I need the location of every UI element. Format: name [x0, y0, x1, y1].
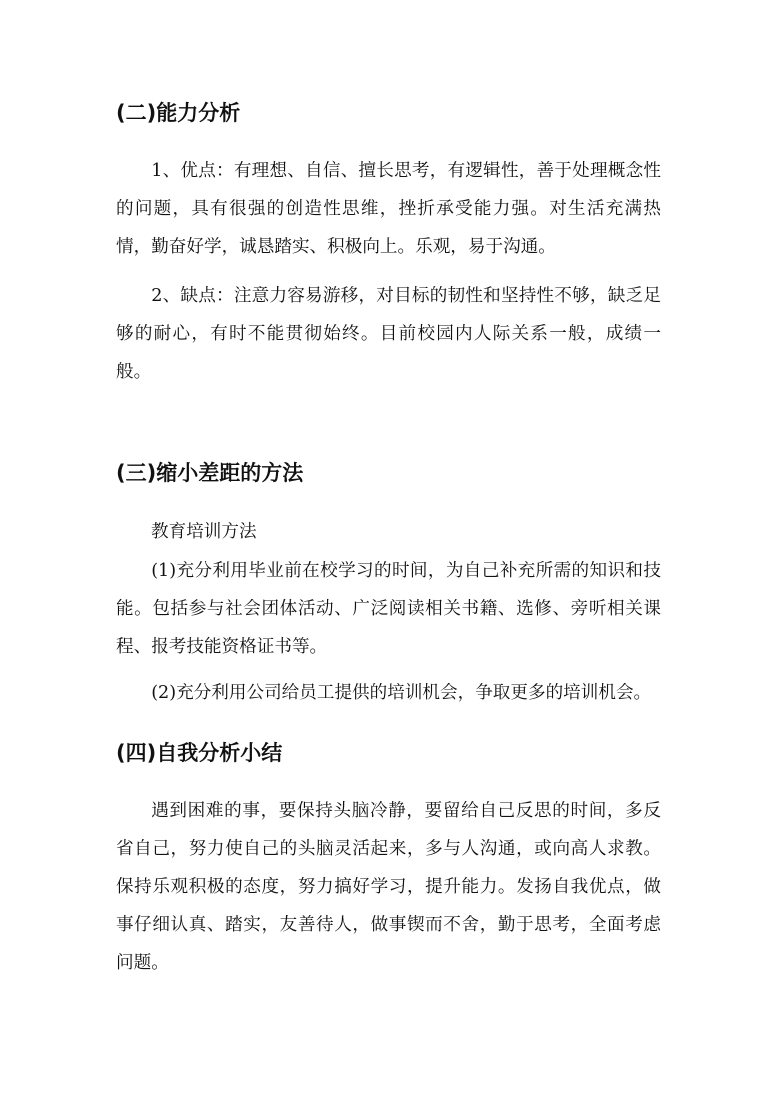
paragraph-method-1: (1)充分利用毕业前在校学习的时间，为自己补充所需的知识和技能。包括参与社会团体活动、广泛阅读相关书籍、选修、旁听相关课程、报考技能资格证书等。: [116, 561, 661, 657]
paragraph-method-2: (2)充分利用公司给员工提供的培训机会，争取更多的培训机会。: [151, 683, 652, 703]
section-heading-closing-gap: (三)缩小差距的方法: [116, 461, 304, 485]
section-heading-self-summary: (四)自我分析小结: [116, 741, 283, 765]
paragraph-strengths: 1、优点：有理想、自信、擅长思考，有逻辑性，善于处理概念性的问题，具有很强的创造性思维，挫折承受能力强。对生活充满热情，勤奋好学，诚恳踏实、积极向上。乐观，易于沟通。: [116, 161, 661, 257]
subheading-training-methods: 教育培训方法: [151, 522, 257, 542]
paragraph-weaknesses: 2、缺点：注意力容易游移，对目标的韧性和坚持性不够，缺乏足够的耐心，有时不能贯彻始终。目前校园内人际关系一般，成绩一般。: [116, 286, 661, 382]
paragraph-summary: 遇到困难的事，要保持头脑冷静，要留给自己反思的时间，多反省自己，努力使自己的头脑灵活起来，多与人沟通，或向高人求教。保持乐观积极的态度，努力搞好学习，提升能力。发扬自我优点，做事仔细认真、踏实，友善待人，做事锲而不舍，勤于思考，全面考虑问题。: [116, 801, 661, 973]
section-heading-ability-analysis: (二)能力分析: [116, 101, 241, 125]
